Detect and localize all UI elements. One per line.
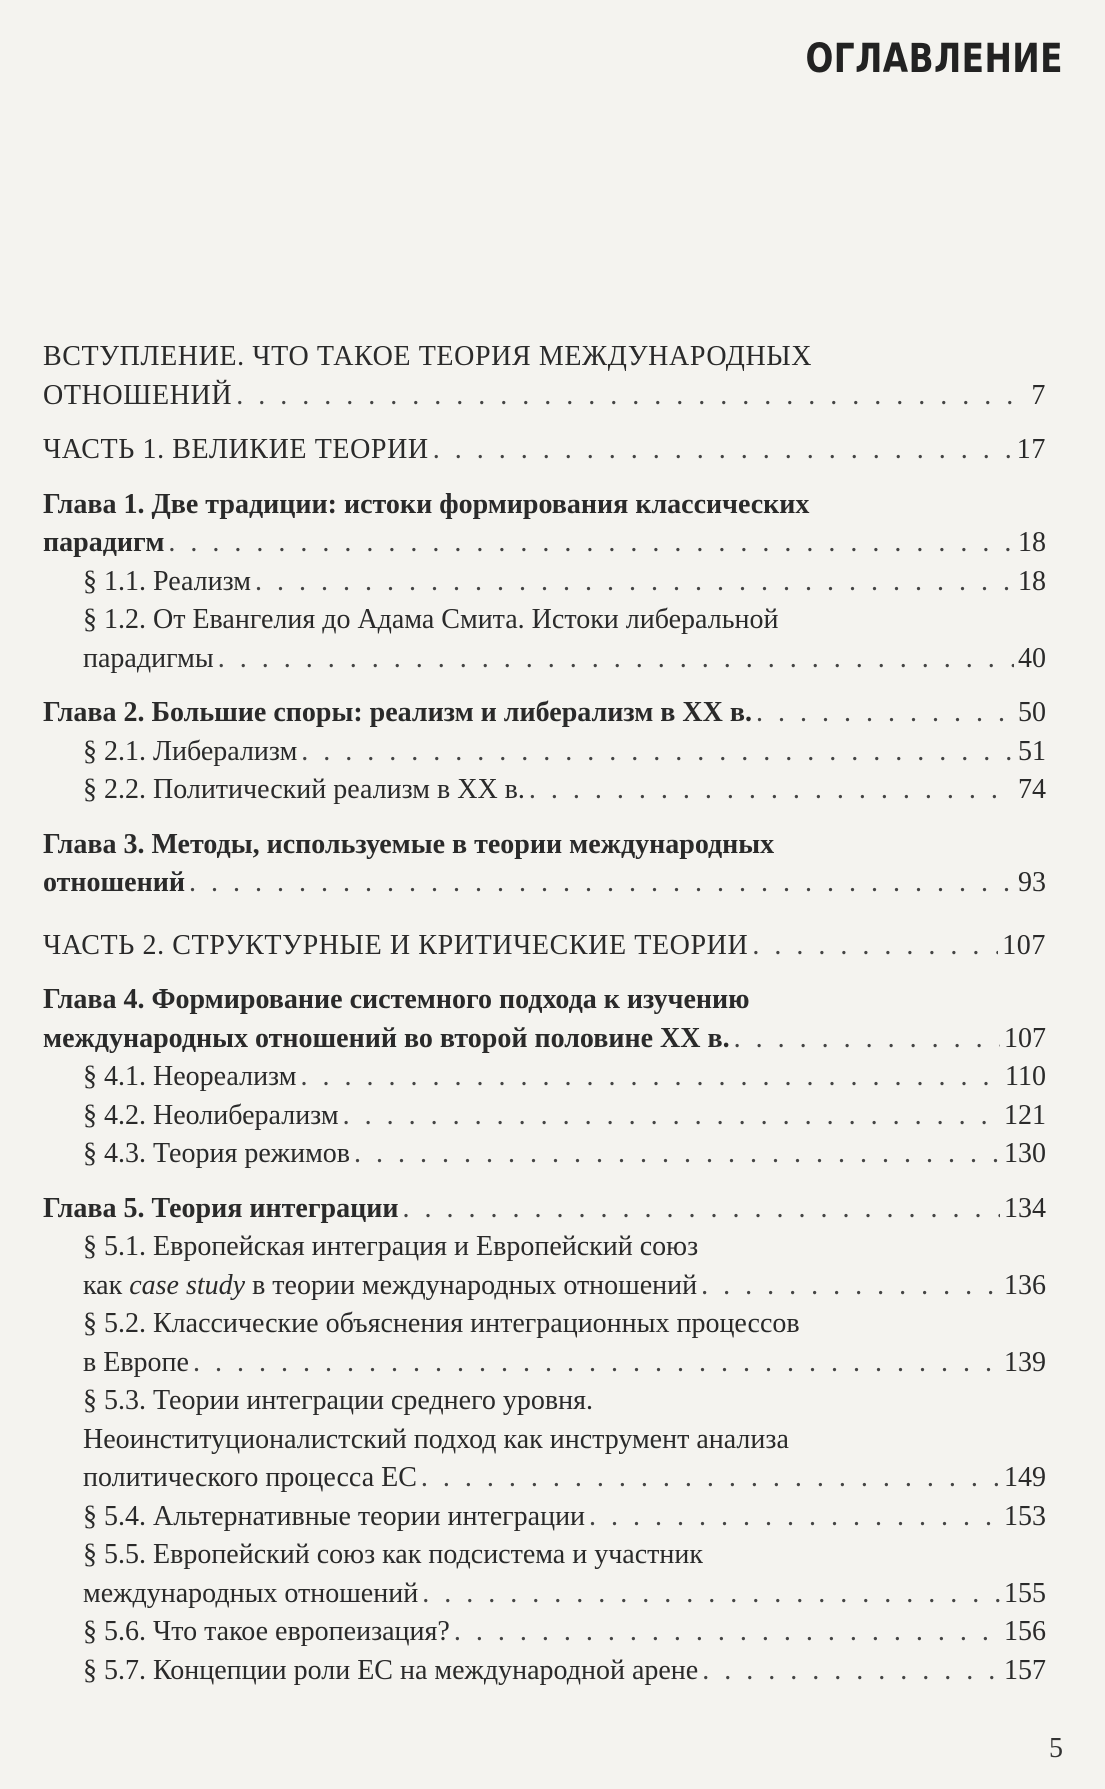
- page-number: 40: [1018, 642, 1046, 674]
- leader-dots: [589, 1498, 1000, 1537]
- part-title: ЧАСТЬ 2. СТРУКТУРНЫЕ И КРИТИЧЕСКИЕ ТЕОРИИ: [43, 929, 749, 961]
- leader-dots: [702, 1652, 1000, 1691]
- page-number: 18: [1018, 527, 1046, 558]
- section-5-5-line1: § 5.5. Европейский союз как подсистема и участник: [83, 1539, 703, 1570]
- leader-dots: [422, 1575, 1000, 1614]
- chapter-2-title: Глава 2. Большие споры: реализм и либерализм в XX в.: [43, 697, 752, 728]
- chapter-3-title-line2: отношений: [43, 867, 185, 898]
- page-number: 153: [1004, 1500, 1046, 1532]
- table-of-contents: [43, 338, 1046, 1690]
- toc-part-1[interactable]: [43, 431, 1046, 470]
- leader-dots: [193, 1344, 1000, 1383]
- toc-chapter-4[interactable]: [43, 1020, 1046, 1059]
- page-number: 74: [1018, 774, 1046, 805]
- toc-chapter-1[interactable]: [43, 524, 1046, 563]
- section-title: § 1.1. Реализм: [83, 565, 251, 597]
- page-number: 107: [1004, 1022, 1046, 1054]
- section-5-2-line1: § 5.2. Классические объяснения интеграционных процессов: [83, 1308, 800, 1339]
- page-number: 17: [1016, 434, 1046, 465]
- leader-dots: [300, 1058, 1001, 1097]
- toc-section-4-1[interactable]: [43, 1058, 1046, 1097]
- toc-section-5-3[interactable]: [43, 1459, 1046, 1498]
- leader-dots: [734, 1020, 1000, 1059]
- section-text: как: [83, 1269, 130, 1301]
- page-number: 121: [1004, 1099, 1046, 1131]
- section-title-line2: международных отношений: [83, 1577, 419, 1609]
- toc-chapter-2[interactable]: [43, 694, 1046, 733]
- toc-chapter-5[interactable]: [43, 1190, 1046, 1229]
- chapter-1-title-line2: парадигм: [43, 527, 165, 558]
- toc-section-5-5[interactable]: [43, 1575, 1046, 1614]
- leader-dots: [454, 1613, 1000, 1652]
- leader-dots: [236, 377, 1027, 416]
- leader-dots: [168, 524, 1014, 563]
- toc-intro[interactable]: [43, 377, 1046, 416]
- page-number: 156: [1004, 1616, 1046, 1647]
- section-title-line2: в Европе: [83, 1346, 189, 1378]
- toc-section-5-1[interactable]: [43, 1267, 1046, 1306]
- page-number: 18: [1018, 565, 1046, 597]
- toc-part-2[interactable]: [43, 927, 1046, 966]
- section-title: § 5.6. Что такое европеизация?: [83, 1616, 450, 1647]
- toc-section-4-3[interactable]: [43, 1135, 1046, 1174]
- toc-section-5-2[interactable]: [43, 1344, 1046, 1383]
- chapter-1-title-line1: Глава 1. Две традиции: истоки формирования классических: [43, 488, 810, 520]
- leader-dots: [701, 1267, 1000, 1306]
- toc-intro-line2: ОТНОШЕНИЙ: [43, 379, 233, 411]
- page-number: 157: [1004, 1654, 1046, 1686]
- toc-section-2-2[interactable]: [43, 771, 1046, 810]
- leader-dots: [756, 694, 1014, 733]
- section-title: § 5.7. Концепции роли ЕС на международной арене: [83, 1654, 699, 1686]
- page-number: 110: [1005, 1061, 1046, 1092]
- section-title-line3: политического процесса ЕС: [83, 1462, 417, 1493]
- page-number: 130: [1004, 1138, 1046, 1169]
- section-title: § 4.3. Теория режимов: [83, 1138, 351, 1169]
- page-title: ОГЛАВЛЕНИЕ: [805, 36, 1063, 82]
- section-title: § 2.1. Либерализм: [83, 735, 298, 767]
- leader-dots: [218, 640, 1014, 679]
- toc-section-5-7[interactable]: [43, 1652, 1046, 1691]
- toc-section-5-4[interactable]: [43, 1498, 1046, 1537]
- section-text-italic: case study: [129, 1269, 246, 1301]
- leader-dots: [529, 771, 1014, 810]
- leader-dots: [343, 1097, 1000, 1136]
- section-1-2-line1: § 1.2. От Евангелия до Адама Смита. Истоки либеральной: [83, 604, 779, 635]
- toc-section-4-2[interactable]: [43, 1097, 1046, 1136]
- leader-dots: [433, 431, 1013, 470]
- page-number: 149: [1004, 1462, 1046, 1493]
- section-5-1-line1: § 5.1. Европейская интеграция и Европейский союз: [83, 1231, 699, 1262]
- toc-section-1-1[interactable]: [43, 563, 1046, 602]
- leader-dots: [752, 927, 998, 966]
- chapter-5-title: Глава 5. Теория интеграции: [43, 1192, 399, 1224]
- leader-dots: [403, 1190, 1000, 1229]
- section-5-3-line1: § 5.3. Теории интеграции среднего уровня.: [83, 1385, 593, 1416]
- section-title: § 5.4. Альтернативные теории интеграции: [83, 1500, 586, 1532]
- section-title: § 4.1. Неореализм: [83, 1061, 297, 1092]
- leader-dots: [301, 733, 1014, 772]
- page-number: 50: [1018, 697, 1046, 728]
- leader-dots: [255, 563, 1014, 602]
- page-number: 134: [1004, 1192, 1046, 1224]
- toc-section-1-2[interactable]: [43, 640, 1046, 679]
- page-number: 136: [1004, 1269, 1046, 1301]
- leader-dots: [189, 864, 1014, 903]
- chapter-4-title-line1: Глава 4. Формирование системного подхода к изучению: [43, 984, 750, 1015]
- page-number: 7: [1031, 379, 1046, 411]
- folio-page-number: 5: [1049, 1733, 1063, 1764]
- section-text: в теории международных отношений: [245, 1269, 698, 1301]
- section-title-line2: [83, 1267, 697, 1306]
- toc-section-5-6[interactable]: [43, 1613, 1046, 1652]
- section-title: § 4.2. Неолиберализм: [83, 1099, 339, 1131]
- leader-dots: [354, 1135, 1000, 1174]
- section-5-3-line2: Неоинституционалистский подход как инструмент анализа: [83, 1423, 789, 1455]
- chapter-4-title-line2: международных отношений во второй половине XX в.: [43, 1022, 730, 1054]
- part-title: ЧАСТЬ 1. ВЕЛИКИЕ ТЕОРИИ: [43, 434, 429, 465]
- page-number: 107: [1002, 929, 1046, 961]
- toc-chapter-3[interactable]: [43, 864, 1046, 903]
- chapter-3-title-line1: Глава 3. Методы, используемые в теории международных: [43, 828, 775, 860]
- page-number: 93: [1018, 867, 1046, 898]
- leader-dots: [421, 1459, 1000, 1498]
- section-title-line2: парадигмы: [83, 642, 214, 674]
- toc-intro-line1: ВСТУПЛЕНИЕ. ЧТО ТАКОЕ ТЕОРИЯ МЕЖДУНАРОДНЫХ: [43, 341, 813, 372]
- page-number: 155: [1004, 1577, 1046, 1609]
- page-number: 139: [1004, 1346, 1046, 1378]
- section-title: § 2.2. Политический реализм в XX в.: [83, 774, 525, 805]
- toc-section-2-1[interactable]: [43, 733, 1046, 772]
- page-number: 51: [1018, 735, 1046, 767]
